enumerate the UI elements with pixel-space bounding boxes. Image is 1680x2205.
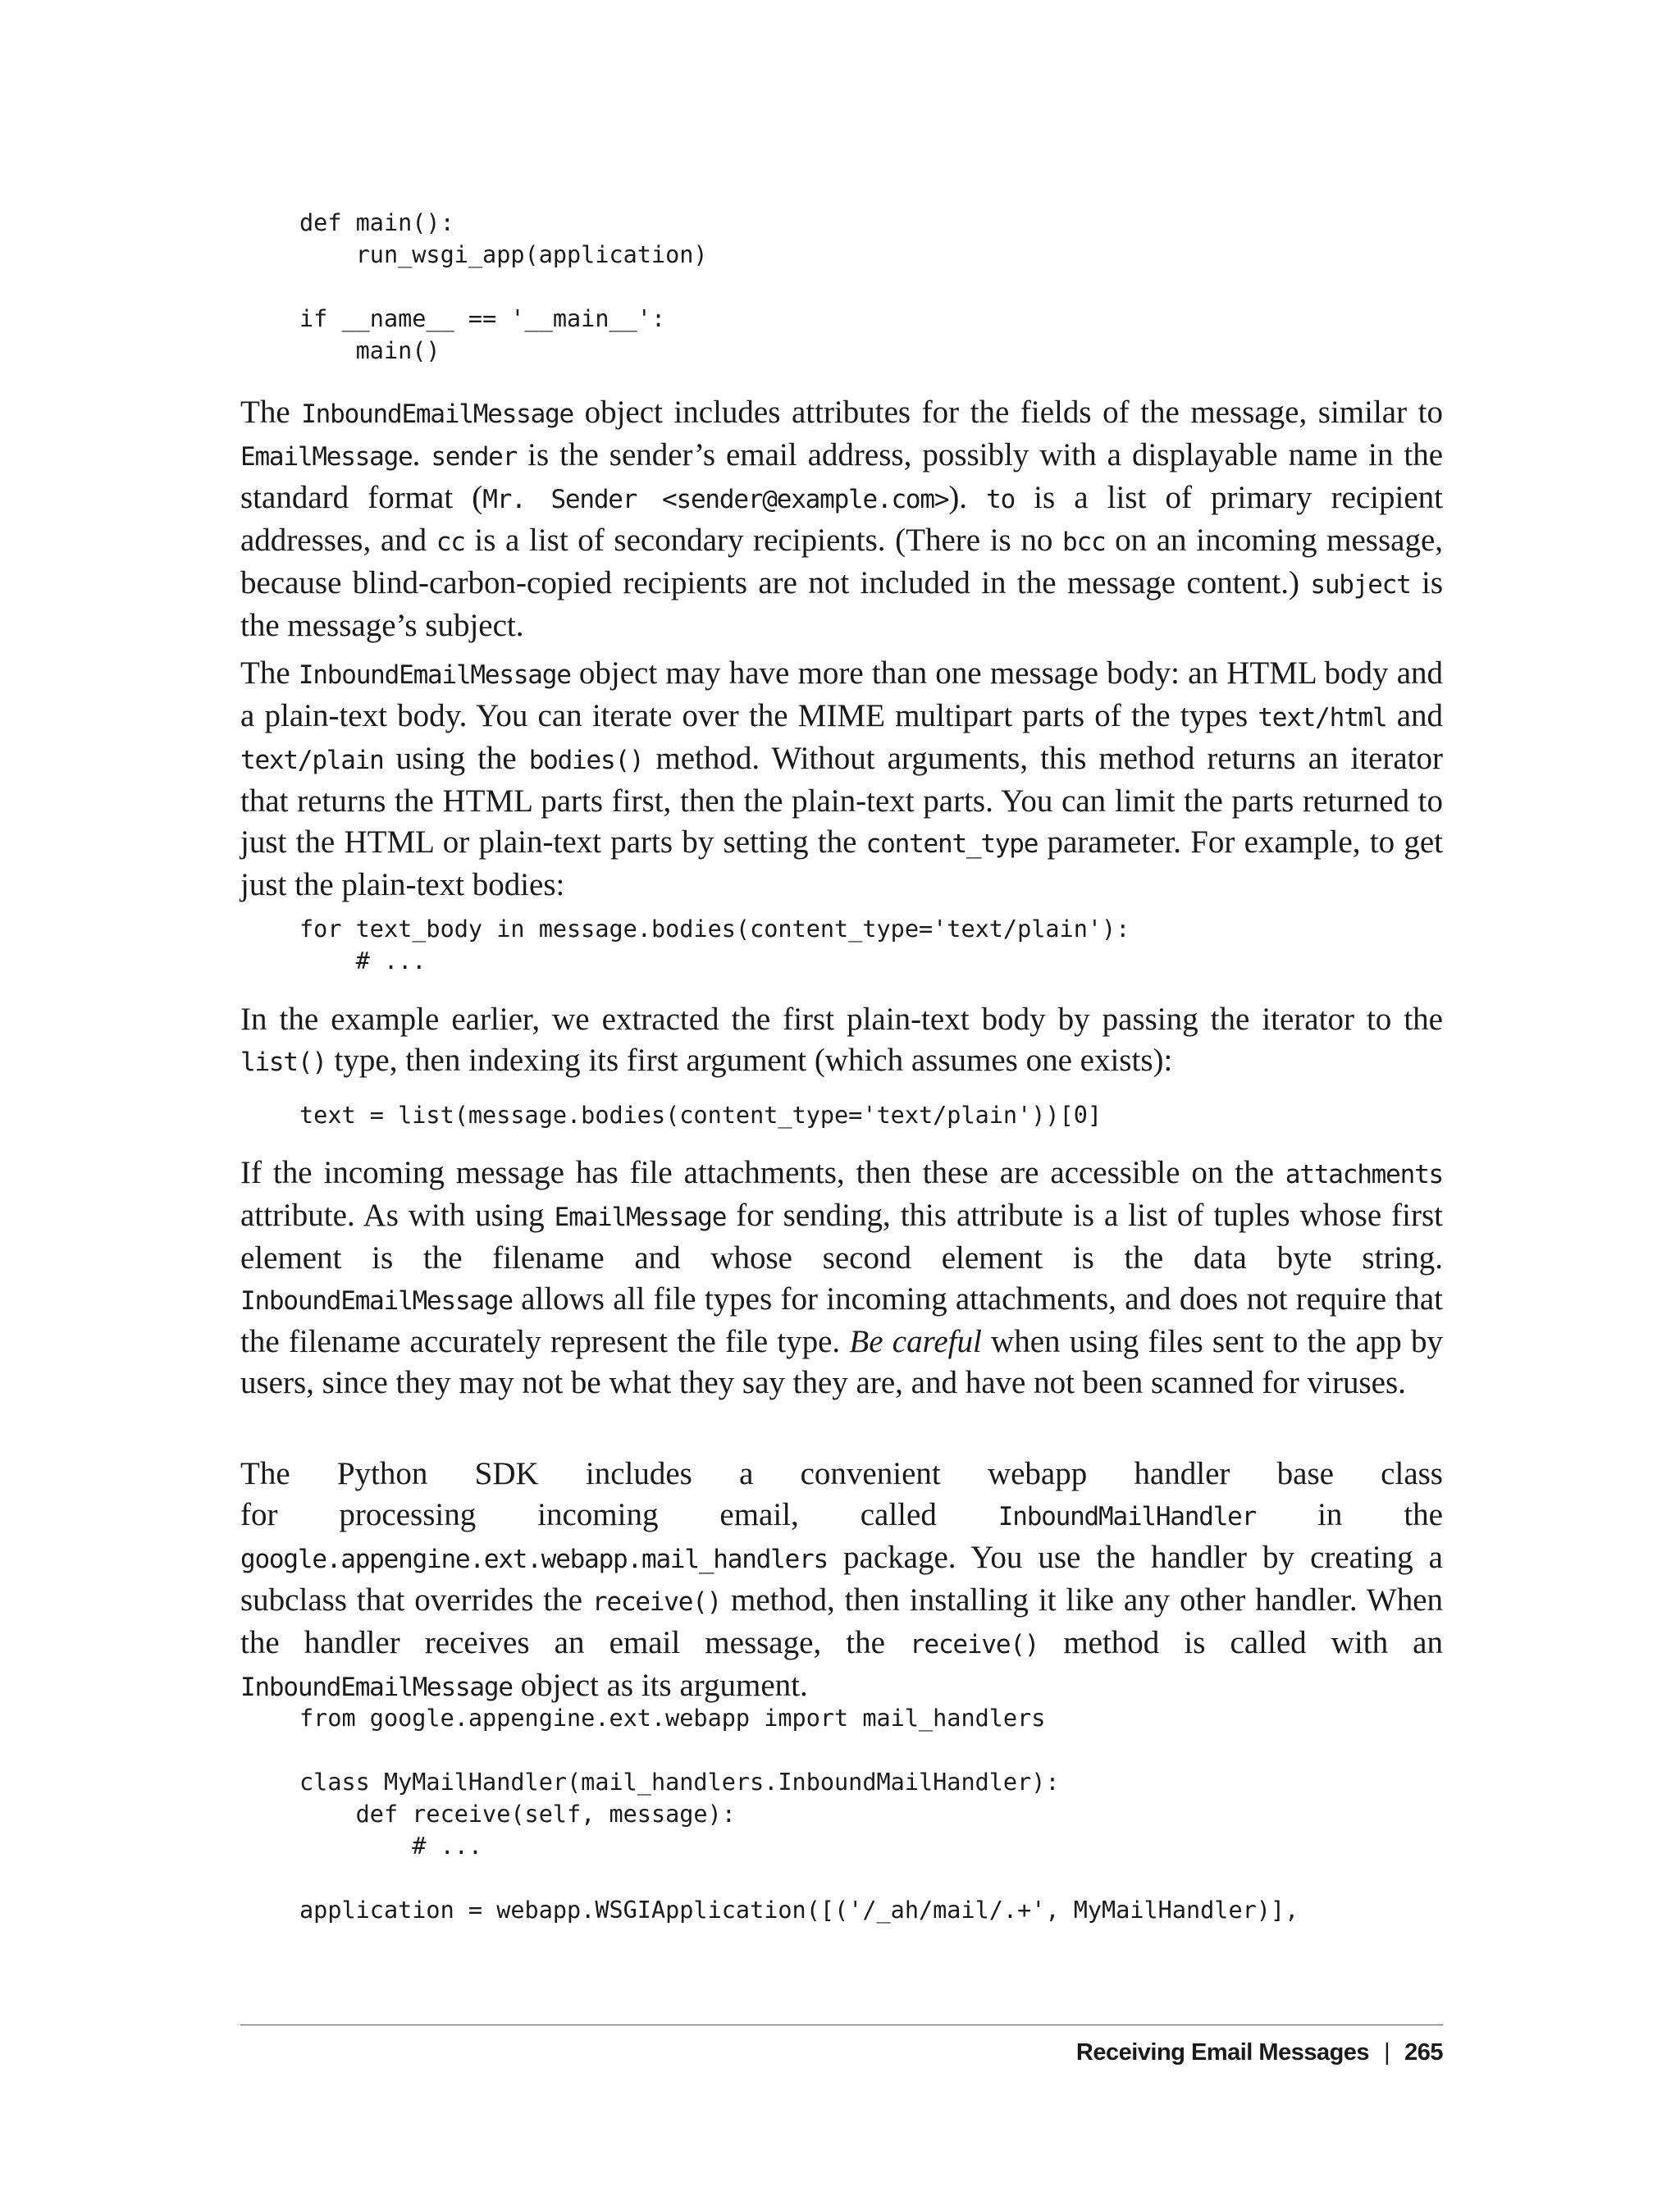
code-block-handler-class: from google.appengine.ext.webapp import mail_handlers class MyMailHandler(mail_handlers.InboundMailHandler): def receive(self, message): # ... application = webapp.WSGIApplication([('/_ah/mail/.+', MyMailHandler)], (299, 1705, 1299, 1924)
page-footer (1076, 2036, 1443, 2069)
footer-separator: | (1384, 2039, 1390, 2066)
paragraph-list-example: In the example earlier, we extracted the first plain-text body by passing the iterator to the list() type, then indexing its first argument (which assumes one exists): (240, 1002, 1443, 1078)
code-block-main: def main(): run_wsgi_app(application) if __name__ == '__main__': main() (299, 209, 708, 364)
paragraph-mail-handler: The Python SDK includes a convenient webapp handler base class for processing incoming email, called InboundMailHandler in the google.appengine.ext.webapp.mail_handlers package. You use the handler by creating a subclass that overrides the receive() method, then installing it like any other handler. When the handler receives an email message, the receive() method is called with an InboundEmailMessage object as its argument. (240, 1454, 1443, 1708)
footer-page-number: 265 (1404, 2039, 1443, 2066)
paragraph-message-bodies: The InboundEmailMessage object may have more than one message body: an HTML body and a plain-text body. You can iterate over the MIME multipart parts of the types text/html and text/plain using the bodies() method. Without arguments, this method returns an iterator that returns the HTML parts first, then the plain-text parts. You can limit the parts returned to just the HTML or plain-text parts by setting the content_type parameter. For example, to get just the plain-text bodies: (240, 655, 1443, 902)
paragraph-mail-handler-line2: for processing incoming email, called InboundMailHandler in the (240, 1497, 1443, 1532)
paragraph-inbound-attributes: The InboundEmailMessage object includes attributes for the fields of the message, similar to EmailMessage. sender is the sender’s email address, possibly with a displayable name in the standard format (Mr. Sender <sender@example.com>). to is a list of primary recipient addresses, and cc is a list of secondary recipients. (There is no bcc on an incoming message, because blind-carbon-copied recipients are not included in the message content.) subject is the message’s subject. (240, 395, 1444, 643)
code-block-bodies-loop: for text_body in message.bodies(content_type='text/plain'): # ... (299, 915, 1130, 975)
paragraph-attachments: If the incoming message has file attachments, then these are accessible on the attachments attribute. As with using EmailMessage for sending, this attribute is a list of tuples whose first element is the filename and whose second element is the data byte string. InboundEmailMessage allows all file types for incoming attachments, and does not require that the filename accurately represent the file type. Be careful when using files sent to the app by users, since they may not be what they say they are, and have not been scanned for viruses. (240, 1155, 1443, 1400)
footer-section-title: Receiving Email Messages (1075, 2039, 1370, 2066)
code-block-list-index: text = list(message.bodies(content_type='text/plain'))[0] (299, 1102, 1102, 1129)
paragraph-mail-handler-line1: The Python SDK includes a convenient webapp handler base class (240, 1456, 1443, 1491)
